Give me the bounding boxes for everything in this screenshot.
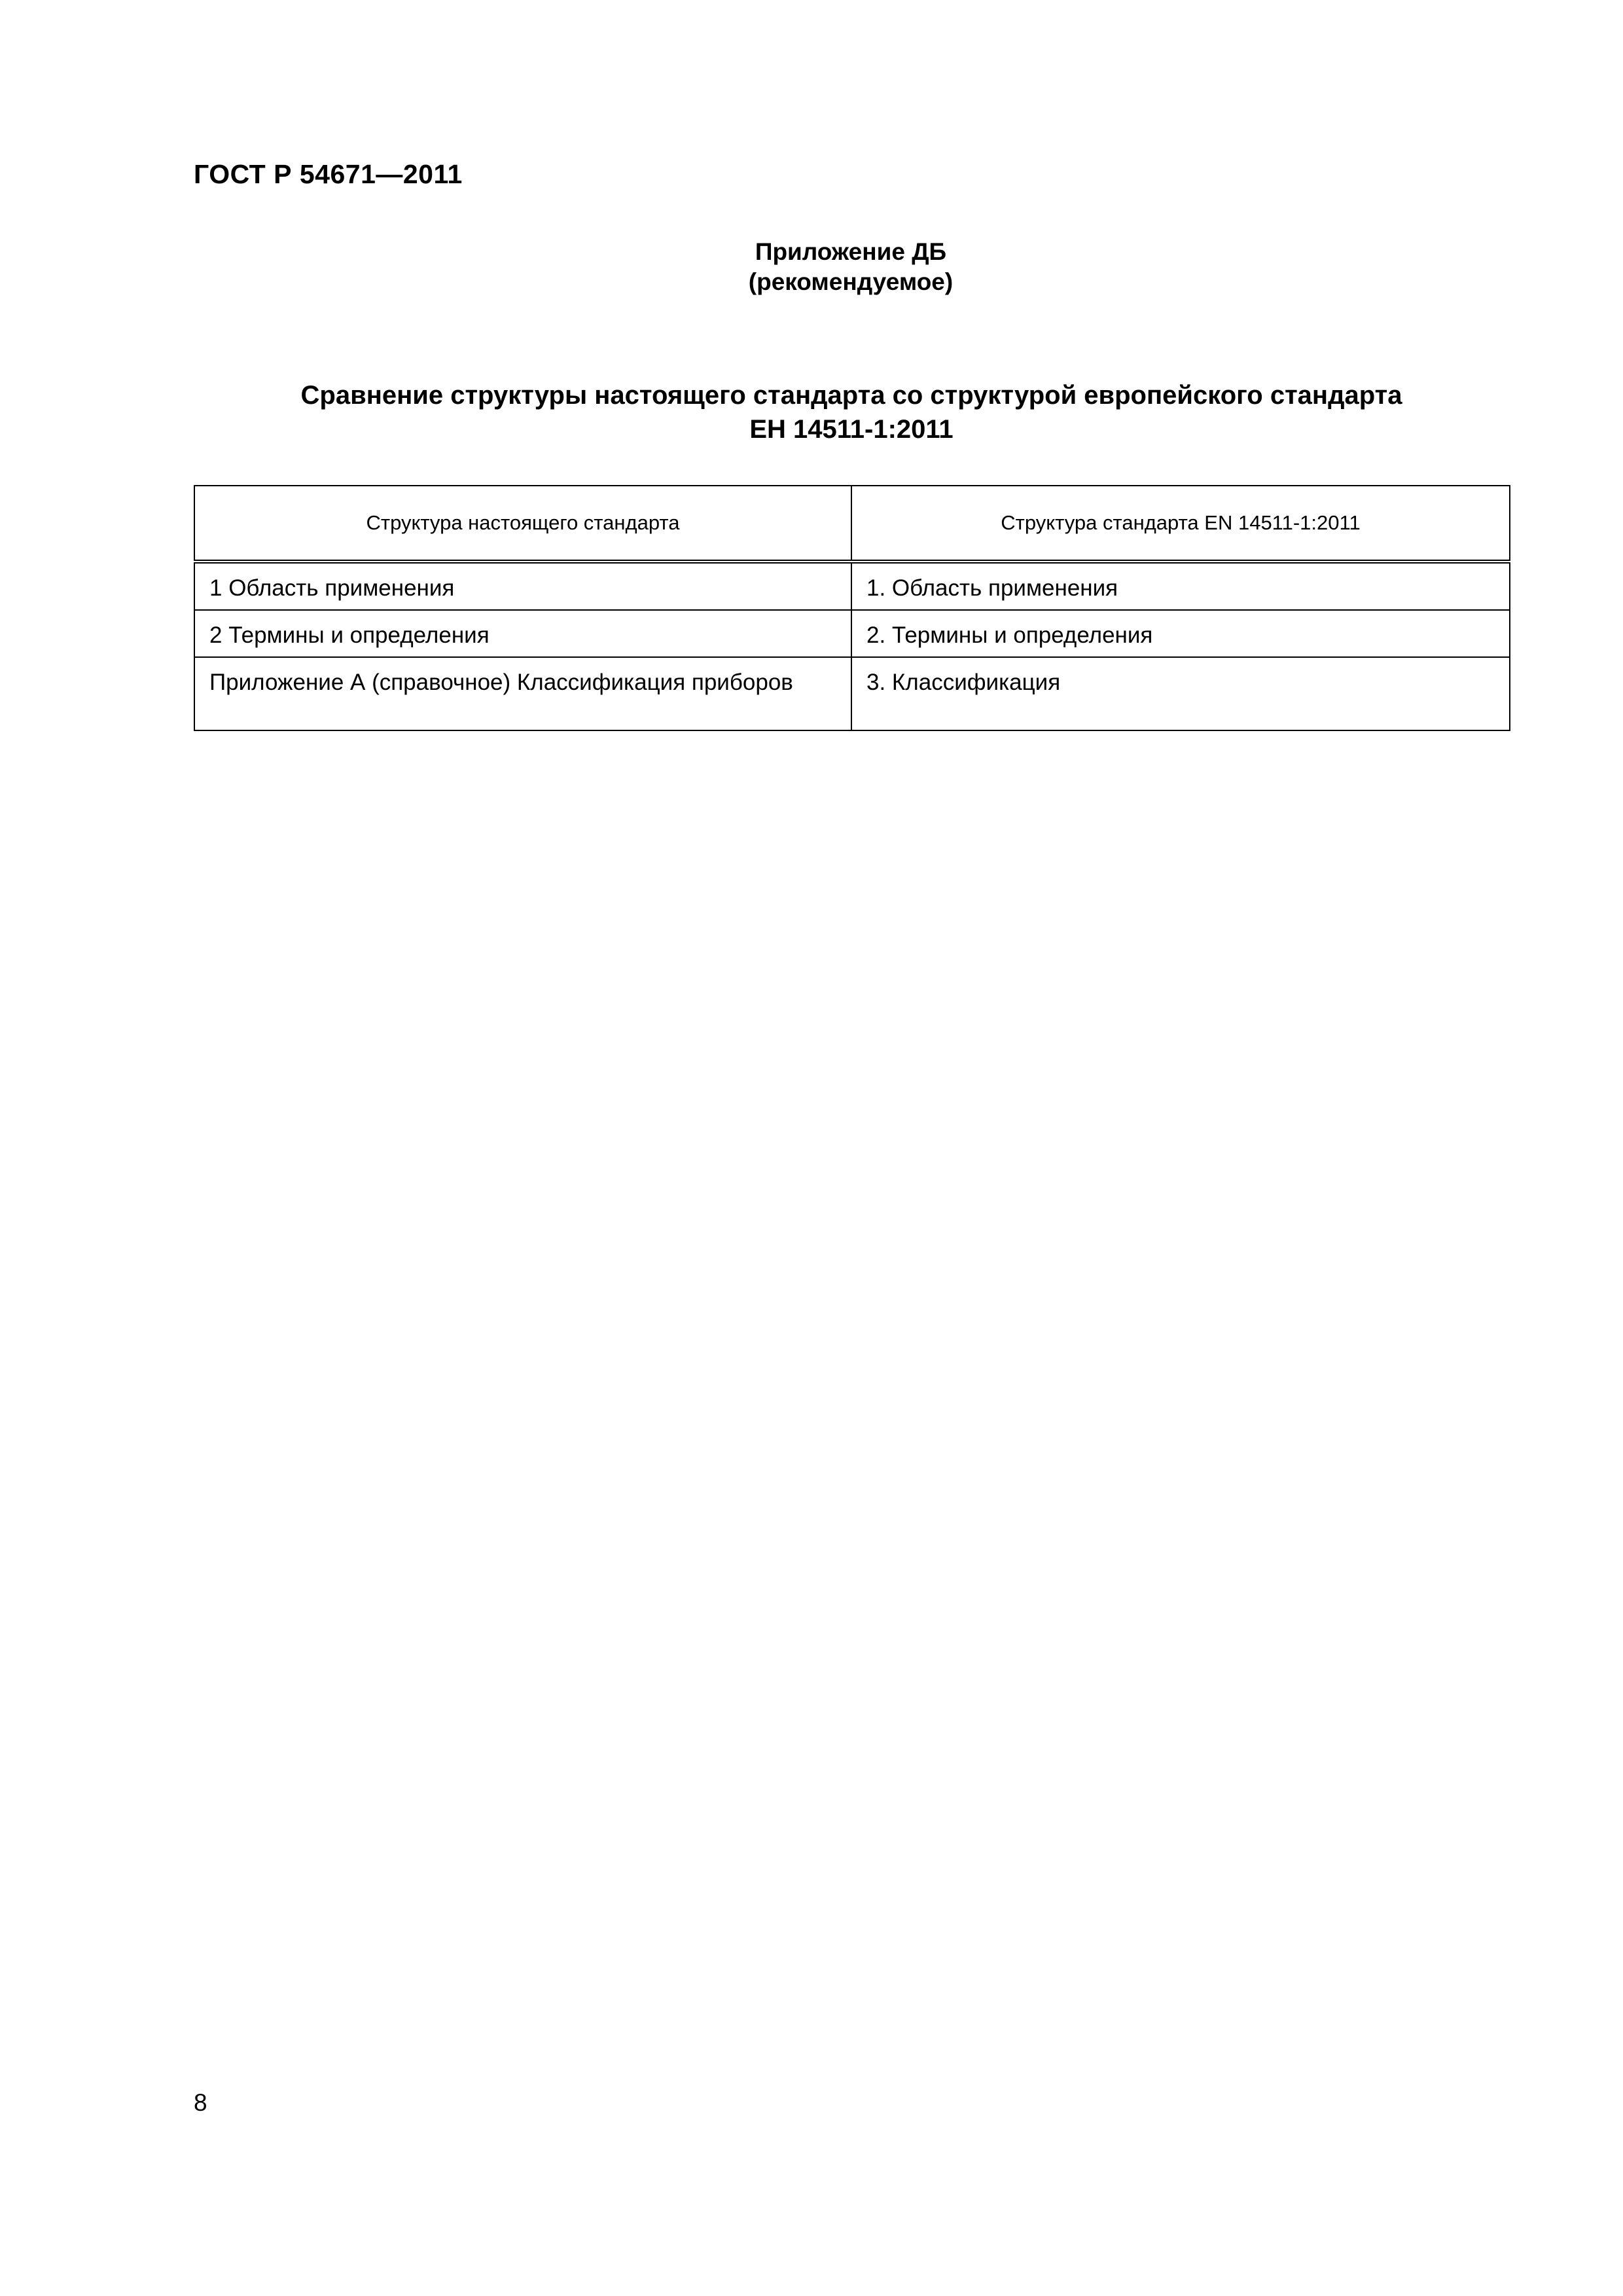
- column-header-this-standard: Структура настоящего стандарта: [194, 486, 851, 562]
- page-number: 8: [194, 2089, 207, 2116]
- table-title-line-2: ЕН 14511-1:2011: [749, 415, 954, 444]
- document-code: ГОСТ Р 54671—2011: [194, 159, 463, 189]
- table-cell: 1. Область применения: [851, 562, 1510, 610]
- table-row: [194, 562, 1510, 610]
- table-header-row: [194, 486, 1510, 562]
- table-row: [194, 610, 1510, 657]
- table-cell: Приложение А (справочное) Классификация приборов: [194, 657, 851, 730]
- table-cell: 1 Область применения: [194, 562, 851, 610]
- table-cell: 2 Термины и определения: [194, 610, 851, 657]
- appendix-title: Приложение ДБ: [755, 238, 947, 265]
- column-header-en-standard: Структура стандарта EN 14511-1:2011: [851, 486, 1510, 562]
- structure-comparison-table: [194, 485, 1510, 731]
- table-title: [194, 378, 1509, 446]
- table-cell: 2. Термины и определения: [851, 610, 1510, 657]
- appendix-heading: [0, 237, 1623, 297]
- appendix-status: (рекомендуемое): [748, 268, 954, 295]
- table-cell: 3. Классификация: [851, 657, 1510, 730]
- table-row: [194, 657, 1510, 730]
- table-title-line-1: Сравнение структуры настоящего стандарта со структурой европейского стандарта: [300, 381, 1402, 410]
